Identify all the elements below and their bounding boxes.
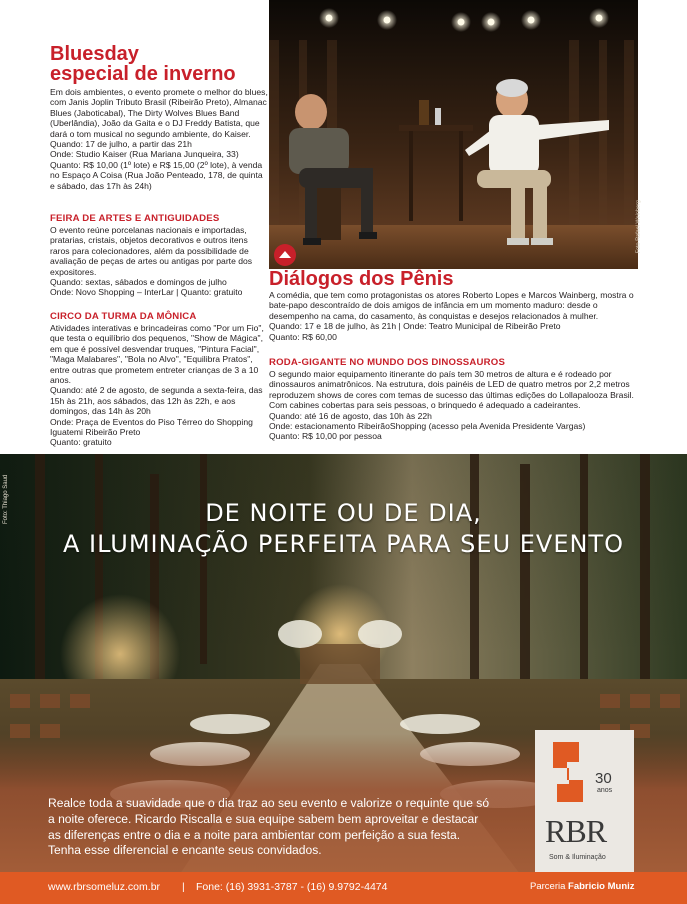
ad-photo-credit: Foto: Thiago Saud: [3, 474, 9, 524]
theater-photo: [269, 0, 641, 269]
logo-tagline: Som & Iluminação: [549, 854, 606, 861]
circo-article: [50, 311, 268, 448]
rbr-logo-box: [535, 730, 634, 872]
bluesday-title-line2: especial de inverno: [50, 63, 236, 85]
dialogos-body: A comédia, que tem como protagonistas os atores Roberto Lopes e Marcos Wainberg, mostra o bate-papo descontraído de dois amigos de infância em um momento maduro: desde o desempenho na cama, do casamento, às conquistas e desejos relacionados à mulher.: [269, 290, 634, 321]
bluesday-when: Quando: 17 de julho, a partir das 21h: [50, 139, 192, 150]
circo-title: CIRCO DA TURMA DA MÔNICA: [50, 311, 197, 322]
feira-article: [50, 213, 268, 298]
bluesday-title: [50, 44, 268, 84]
dialogos-price: Quanto: R$ 60,00: [269, 331, 337, 342]
ad-headline-line1: DE NOITE OU DE DIA,: [205, 499, 482, 527]
roda-article: [269, 357, 641, 442]
ad-partner-label: Parceria: [530, 881, 566, 892]
circo-body: Atividades interativas e brincadeiras como "Por um Fio", que testa o equilíbrio dos pequenos, "Show de Mágica", em que é possível desvendar truques, "Pintura Facial", "Maga Malabares", "Bola no Alvo", "Equilibra Pratos", entre outras que prometem entreter crianças de 3 a 10 anos.: [50, 323, 264, 386]
roda-body: O segundo maior equipamento itinerante do país tem 30 metros de altura e é rodeado por dinossauros animatrônicos. Na estrutura, dois painéis de LED de quatro metros por 2,2 metros reproduzem shows de cores com temas de sucesso das últimas edições do Lollapalooza Brasil. Com cabines cobertas para seis pessoas, o brinquedo é adequado a cadeirantes.: [269, 369, 634, 411]
feira-title: FEIRA DE ARTES E ANTIGUIDADES: [50, 213, 220, 224]
rbr-logo-mark-icon: [549, 740, 589, 804]
rbr-advertisement: [0, 454, 687, 904]
roda-when: Quando: até 16 de agosto, das 10h às 22h: [269, 410, 432, 421]
circo-price: Quanto: gratuito: [50, 437, 112, 448]
logo-name: RBR: [545, 813, 607, 849]
dialogos-title: Diálogos dos Pênis: [269, 268, 454, 290]
ad-phone: Fone: (16) 3931-3787 - (16) 9.9792-4474: [196, 881, 388, 893]
circo-when: Quando: até 2 de agosto, de segunda a sexta-feira, das 15h às 21h, aos sábados, das 12h às 22h, e aos domingos, das 14h às 20h: [50, 385, 263, 417]
bluesday-where: Onde: Studio Kaiser (Rua Mariana Junqueira, 33): [50, 149, 239, 160]
bluesday-price: Quanto: R$ 10,00 (1º lote) e R$ 15,00 (2º lote), à venda no Espaço A Coisa (Rua João Penteado, 178, de quinta e sábado, das 17h às 24h): [50, 159, 263, 191]
roda-where: Onde: estacionamento RibeirãoShopping (acesso pela Avenida Presidente Vargas): [269, 421, 586, 432]
ad-partner-name: Fabricio Muniz: [568, 881, 635, 892]
roda-title: RODA-GIGANTE NO MUNDO DOS DINOSSAUROS: [269, 357, 506, 368]
circo-where: Onde: Praça de Eventos do Piso Térreo do Shopping Iguatemi Ribeirão Preto: [50, 416, 253, 438]
ad-separator: |: [182, 881, 185, 893]
dialogos-article: [269, 268, 641, 342]
bluesday-article: [50, 44, 268, 191]
logo-years: 30: [595, 770, 612, 787]
dialogos-when: Quando: 17 e 18 de julho, às 21h | Onde: Teatro Municipal de Ribeirão Preto: [269, 321, 561, 332]
ad-website[interactable]: www.rbrsomeluz.com.br: [48, 881, 161, 893]
theater-scene-illustration: [269, 0, 638, 269]
ad-copy-text: Realce toda a suavidade que o dia traz ao seu evento e valorize o requinte que só a noite oferece. Ricardo Riscalla e sua equipe sabem bem aproveitar e destacar as diferenças entre o dia e a noite para ambientar com perfeição a sua festa. Tenha esse diferencial e encante seus convidados.: [48, 796, 490, 858]
ad-headline-line2: A ILUMINAÇÃO PERFEITA PARA SEU EVENTO: [62, 530, 625, 558]
roda-price: Quanto: R$ 10,00 por pessoa: [269, 431, 382, 442]
feira-body: O evento reúne porcelanas nacionais e importadas, pratarias, cristais, objetos decorativos e outros itens raros para colecionadores, além da possibilidade de avaliação de peças de artes ou antigas por parte dos expositores.: [50, 225, 253, 277]
feira-where: Onde: Novo Shopping – InterLar | Quanto: gratuito: [50, 287, 243, 298]
bluesday-title-line1: Bluesday: [50, 43, 139, 65]
logo-years-label: anos: [597, 787, 613, 794]
up-arrow-icon: [274, 244, 296, 266]
feira-when: Quando: sextas, sábados e domingos de julho: [50, 277, 227, 288]
bluesday-body: Em dois ambientes, o evento promete o melhor do blues, com Janis Joplin Tributo Brasil (Ribeirão Preto), Almanac Blues (Jaboticabal), The Dirty Wolves Blues Band (Uberlândia), João da Gaita e o DJ Freddy Batista, que dará o tom musical no segundo ambiente, do Kaiser.: [50, 87, 268, 139]
theater-photo-credit: Foto Rafael Weinberg: [635, 200, 641, 254]
ad-partner: [530, 881, 635, 892]
